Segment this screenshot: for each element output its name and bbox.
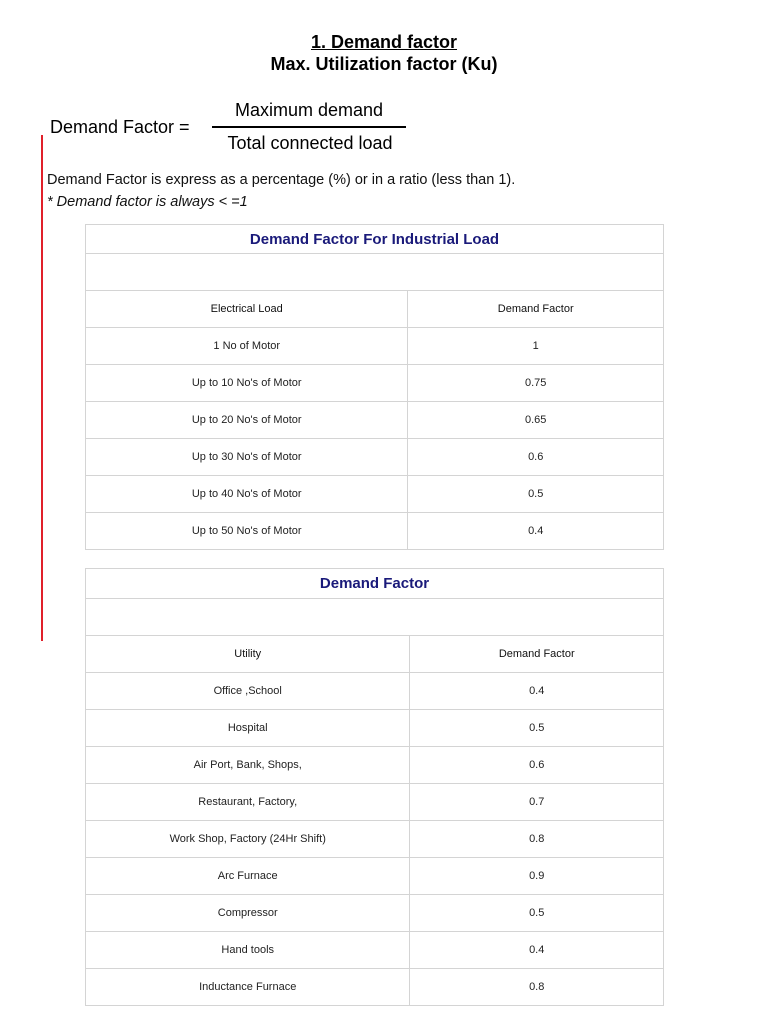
- table-cell: 0.5: [410, 710, 664, 747]
- note-always: * Demand factor is always < =1: [47, 194, 248, 210]
- table-cell: 1: [408, 328, 664, 365]
- table-cell: Restaurant, Factory,: [86, 784, 410, 821]
- formula-numerator: Maximum demand: [234, 100, 384, 120]
- table-row: [86, 673, 664, 710]
- table-cell: Up to 40 No's of Motor: [86, 476, 408, 513]
- table-cell: 0.4: [410, 673, 664, 710]
- table-row: [86, 932, 664, 969]
- industrial-load-table: [85, 224, 664, 550]
- table-spacer-row: [86, 599, 664, 636]
- table-row: [86, 821, 664, 858]
- section-subheading: Max. Utilization factor (Ku): [270, 54, 498, 74]
- table-cell: 0.7: [410, 784, 664, 821]
- note-percentage: Demand Factor is express as a percentage (%) or in a ratio (less than 1).: [47, 172, 516, 188]
- table-row: [86, 402, 664, 439]
- table-cell: Arc Furnace: [86, 858, 410, 895]
- table-cell: Compressor: [86, 895, 410, 932]
- table-row: [86, 784, 664, 821]
- table-cell: 0.75: [408, 365, 664, 402]
- table-row: [86, 439, 664, 476]
- table-row: [86, 895, 664, 932]
- table-cell: Up to 30 No's of Motor: [86, 439, 408, 476]
- table-row: [86, 328, 664, 365]
- column-header: Utility: [86, 636, 410, 673]
- table-cell: Hand tools: [86, 932, 410, 969]
- table-cell: 0.9: [410, 858, 664, 895]
- table-cell: Work Shop, Factory (24Hr Shift): [86, 821, 410, 858]
- column-header: Demand Factor: [408, 291, 664, 328]
- table-row: [86, 513, 664, 550]
- formula-label: Demand Factor =: [50, 117, 190, 137]
- table-row: [86, 969, 664, 1006]
- table-cell: 0.6: [408, 439, 664, 476]
- table-cell: 0.65: [408, 402, 664, 439]
- column-header: Electrical Load: [86, 291, 408, 328]
- table-cell: Up to 50 No's of Motor: [86, 513, 408, 550]
- table-cell: 0.4: [410, 932, 664, 969]
- table-cell: Up to 10 No's of Motor: [86, 365, 408, 402]
- table-row: [86, 365, 664, 402]
- table-row: [86, 747, 664, 784]
- fraction-bar: [212, 126, 406, 128]
- table-spacer-row: [86, 254, 664, 291]
- table-cell: 0.4: [408, 513, 664, 550]
- table-cell: Hospital: [86, 710, 410, 747]
- table-row: [86, 858, 664, 895]
- table-row: [86, 710, 664, 747]
- margin-marker-line: [41, 135, 43, 641]
- table-row: [86, 476, 664, 513]
- utility-demand-table: [85, 568, 664, 1006]
- table-cell: Up to 20 No's of Motor: [86, 402, 408, 439]
- table-cell: Air Port, Bank, Shops,: [86, 747, 410, 784]
- column-header: Demand Factor: [410, 636, 664, 673]
- table-title: Demand Factor For Industrial Load: [86, 225, 664, 254]
- section-heading: 1. Demand factor: [310, 32, 458, 52]
- table-cell: 1 No of Motor: [86, 328, 408, 365]
- table-cell: Inductance Furnace: [86, 969, 410, 1006]
- formula-denominator: Total connected load: [227, 133, 393, 153]
- table-cell: 0.6: [410, 747, 664, 784]
- table-cell: Office ,School: [86, 673, 410, 710]
- table-cell: 0.8: [410, 969, 664, 1006]
- table-cell: 0.5: [410, 895, 664, 932]
- table-cell: 0.8: [410, 821, 664, 858]
- table-cell: 0.5: [408, 476, 664, 513]
- table-title: Demand Factor: [86, 569, 664, 599]
